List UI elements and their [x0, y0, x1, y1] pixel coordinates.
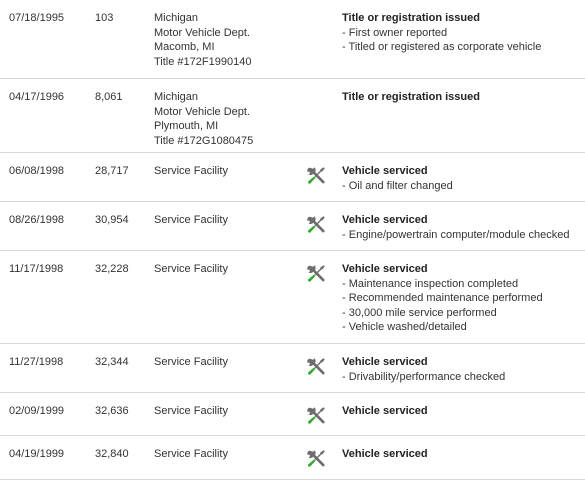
record-source-line: Plymouth, MI [154, 120, 219, 133]
record-source-line: Title #172F1990140 [154, 55, 252, 68]
record-detail-item: - Recommended maintenance performed [342, 291, 543, 306]
record-source-line: Motor Vehicle Dept. [154, 26, 250, 39]
record-source-line: Macomb, MI [154, 41, 215, 54]
record-event-title: Vehicle serviced [342, 405, 428, 417]
record-event-title: Title or registration issued [342, 12, 480, 24]
record-source [154, 355, 228, 370]
record-source [154, 11, 251, 69]
record-odometer: 8,061 [95, 91, 123, 103]
record-source [154, 262, 228, 277]
record-details [342, 164, 453, 193]
table-row [0, 153, 585, 202]
record-source-line: Service Facility [154, 448, 228, 460]
record-source [154, 447, 228, 462]
wrench-screwdriver-icon [306, 449, 326, 469]
record-odometer: 28,717 [95, 165, 129, 177]
record-odometer: 32,344 [95, 356, 129, 368]
record-event-title: Vehicle serviced [342, 165, 428, 177]
record-source-line: Service Facility [154, 214, 228, 226]
wrench-screwdriver-icon [306, 357, 326, 377]
record-details [342, 213, 569, 242]
record-source-line: Service Facility [154, 356, 228, 368]
record-detail-item: - Oil and filter changed [342, 179, 453, 194]
wrench-screwdriver-icon [306, 166, 326, 186]
record-source [154, 404, 228, 419]
record-date: 11/17/1998 [9, 263, 64, 275]
record-odometer: 103 [95, 12, 114, 24]
record-odometer: 32,840 [95, 448, 129, 460]
record-date: 07/18/1995 [9, 12, 65, 24]
record-source-line: Title #172G1080475 [154, 134, 254, 147]
table-row [0, 436, 585, 480]
record-date: 02/09/1999 [9, 405, 65, 417]
record-date: 04/17/1996 [9, 91, 65, 103]
record-detail-item: - Vehicle washed/detailed [342, 320, 543, 335]
record-date: 06/08/1998 [9, 165, 65, 177]
record-date: 08/26/1998 [9, 214, 65, 226]
record-date: 11/27/1998 [9, 356, 64, 368]
record-source-line: Service Facility [154, 405, 228, 417]
table-row [0, 202, 585, 251]
record-source [154, 213, 228, 228]
record-event-title: Vehicle serviced [342, 356, 428, 368]
record-odometer: 32,636 [95, 405, 129, 417]
wrench-screwdriver-icon [306, 264, 326, 284]
record-details [342, 404, 428, 419]
table-row [0, 251, 585, 344]
record-source-line: Michigan [154, 12, 199, 24]
record-detail-item: - Engine/powertrain computer/module checked [342, 228, 569, 243]
record-details [342, 11, 541, 55]
wrench-screwdriver-icon [306, 215, 326, 235]
wrench-screwdriver-icon [306, 406, 326, 426]
record-source [154, 90, 253, 148]
record-details [342, 262, 543, 335]
record-event-title: Vehicle serviced [342, 263, 428, 275]
record-details [342, 355, 505, 384]
table-row [0, 344, 585, 393]
table-row [0, 79, 585, 153]
record-source [154, 164, 228, 179]
record-details [342, 90, 480, 105]
table-row [0, 393, 585, 436]
record-detail-item: - Drivability/performance checked [342, 370, 505, 385]
record-source-line: Michigan [154, 91, 199, 103]
record-detail-item: - Titled or registered as corporate vehicle [342, 40, 541, 55]
record-odometer: 32,228 [95, 263, 129, 275]
record-detail-item: - Maintenance inspection completed [342, 277, 543, 292]
record-details [342, 447, 428, 462]
record-odometer: 30,954 [95, 214, 129, 226]
record-source-line: Motor Vehicle Dept. [154, 105, 250, 118]
record-source-line: Service Facility [154, 263, 228, 275]
record-event-title: Vehicle serviced [342, 448, 428, 460]
record-date: 04/19/1999 [9, 448, 65, 460]
table-row [0, 0, 585, 79]
record-detail-item: - 30,000 mile service performed [342, 306, 543, 321]
record-event-title: Title or registration issued [342, 91, 480, 103]
record-detail-item: - First owner reported [342, 26, 541, 41]
record-event-title: Vehicle serviced [342, 214, 428, 226]
record-source-line: Service Facility [154, 165, 228, 177]
